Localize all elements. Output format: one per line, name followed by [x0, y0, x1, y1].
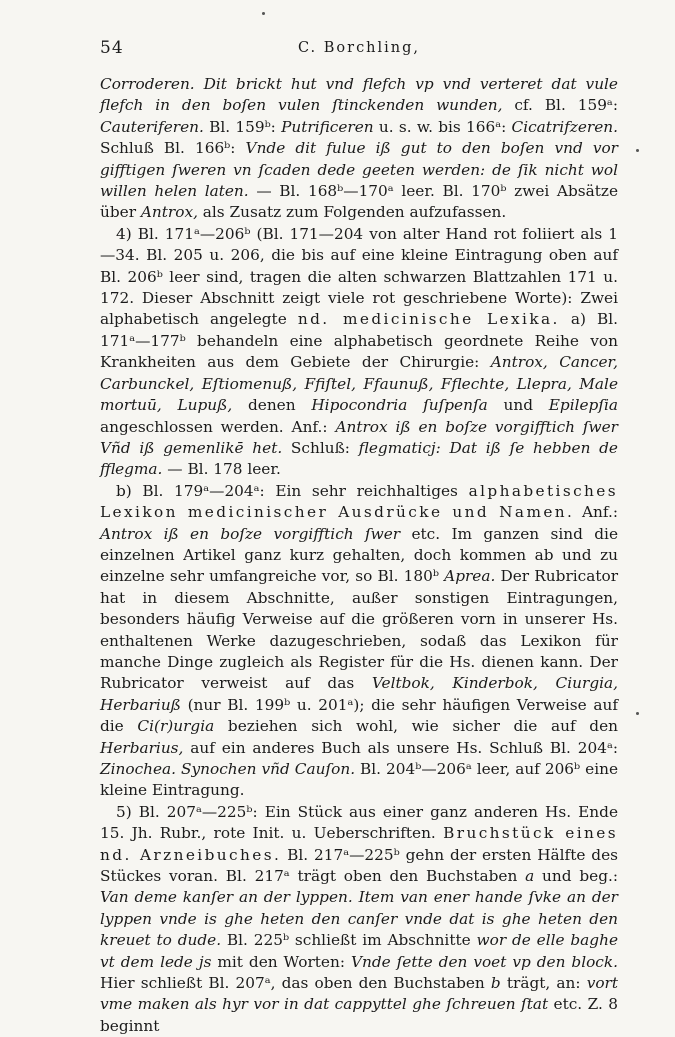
text-run: Der Rubricator hat in diesem Abschnitte, außer sonstigen Eintragungen, besonders häufig Verweise auf die größeren vorn in unserer Hs. enthaltenen Werke dazugeschrieben, sodaß das Lexikon für manche Dinge zugleich als Register für die Hs. dienen kann. Der Rubricator verweist auf das [100, 567, 619, 693]
text-run: a) Bl. 171ᵃ—177ᵇ behandeln eine alphabetisch geordnete Reihe von Krankheiten aus dem Gebiete der Chirurgie: [100, 310, 618, 372]
italic-run: Cicatrifzeren. [511, 117, 618, 136]
italic-run: Epilepſia [548, 396, 618, 415]
text-run: Bl. 217ᵃ—225ᵇ gehn der ersten Hälfte des Stückes voran. Bl. 217ᵃ trägt oben den Buchstaben [100, 845, 618, 886]
paragraph [100, 224, 618, 481]
text-run: Bl. 159ᵇ: [203, 117, 282, 136]
text-run: Anf.: [574, 503, 618, 522]
text-run: mit den Worten: [211, 952, 351, 971]
text-run: trägt, an: [500, 974, 587, 993]
italic-run: Antrox, Cancer, Carbunckel, Eſtiomenuß, Ffiſtel, Ffaunuß, Fflechte, Llepra, Male mortuū, Lupuß, [100, 353, 619, 415]
text-run: denen [232, 396, 312, 415]
text-run: — Bl. 168ᵇ—170ᵃ leer. Bl. 170ᵇ zwei Absätze über [100, 182, 618, 222]
italic-run: vort vme maken als hyr vor in dat cappyttel ghe ſchreuen ſtat [100, 974, 618, 1014]
text-run: Schluß Bl. 166ᵇ: [100, 139, 246, 158]
text-run: 4) Bl. 171ᵃ—206ᵇ (Bl. 171—204 von alter Hand rot foliiert als 1—34. Bl. 205 u. 206, die bis auf eine kleine Eintragung oben auf Bl. 206ᵇ leer sind, tragen die alten schwarzen Blattzahlen 171 u. 172. Dieser Abschnitt zeigt viele rot geschriebene Worte): Zwei alphabetisch angelegte [100, 224, 618, 329]
running-head: C. Borchling, [297, 40, 421, 56]
spaced-run: Bruchstück eines nd. Arzneibuches. [100, 824, 618, 864]
italic-run: Zinochea. Synochen vñd Cauſon. [100, 760, 356, 778]
italic-run: wor de elle baghe vt dem lede js [100, 931, 618, 971]
ink-speck [636, 149, 639, 152]
italic-run: Aprea. [444, 567, 496, 586]
italic-run: flegmaticj: Dat iß ſe hebben de fflegma. [100, 438, 618, 479]
text-run: 5) Bl. 207ᵃ—225ᵇ: Ein Stück aus einer ganz anderen Hs. Ende 15. Jh. Rubr., rote Init. u. Ueberschriften. [100, 802, 618, 843]
text-run: und [487, 396, 549, 415]
ink-speck [262, 12, 265, 15]
paragraph [100, 481, 618, 802]
text-run: cf. Bl. 159ᵃ: [502, 96, 618, 115]
italic-run: Putrificeren [281, 117, 374, 136]
italic-run: Vnde dit fulue iß gut to den boſen vnd vor gifftigen ſweren vn ſcaden dede geeten werden: de ſik nicht wol willen helen laten. [100, 139, 618, 201]
italic-run: Antrox, [140, 203, 198, 222]
text-run: b) Bl. 179ᵃ—204ᵃ: Ein sehr reichhaltiges [116, 481, 469, 500]
italic-run: Corroderen. Dit brickt hut vnd flefch vp vnd verteret dat vule flefch in den boſen vulen ſtinckenden wunden, [100, 75, 618, 115]
body-text [100, 74, 618, 1037]
text-run: Bl. 204ᵇ—206ᵃ leer, auf 206ᵇ eine kleine Eintragung. [100, 760, 618, 800]
text-run: etc. Im ganzen sind die einzelnen Artikel ganz kurz gehalten, doch kommen ab und zu einzelne sehr umfangreiche vor, so Bl. 180ᵇ [100, 524, 618, 586]
italic-run: Vnde ſette den voet vp den block. [350, 952, 619, 971]
text-run: Schluß: [282, 438, 359, 457]
spaced-run: nd. medicinische Lexika. [297, 310, 560, 329]
text-run: Hier schließt Bl. 207ᵃ, das oben den Buchstaben [100, 974, 491, 993]
italic-run: Ci(r)urgia [137, 717, 215, 736]
text-run: und beg.: [534, 867, 619, 886]
italic-run: a [525, 867, 535, 886]
text-run: als Zusatz zum Folgenden aufzufassen. [197, 203, 507, 222]
italic-run: Veltbok, Kinderbok, Ciurgia, Herbariuß [100, 674, 618, 714]
italic-run: Hipocondria ſuſpenſa [311, 396, 488, 415]
text-run: (nur Bl. 199ᵇ u. 201ᵃ); die sehr häufigen Verweise auf die [100, 695, 618, 736]
italic-run: b [490, 974, 501, 993]
page-number: 54 [100, 38, 124, 58]
text-run: angeschlossen werden. Anf.: [100, 417, 336, 436]
italic-run: Cauteriferen. [100, 117, 204, 136]
italic-run: Antrox iß en boſze vorgifftich ſwer [100, 524, 401, 543]
text-run: auf ein anderes Buch als unsere Hs. Schluß Bl. 204ᵃ: [183, 738, 618, 757]
spaced-run: alphabetisches Lexikon medicinischer Ausdrücke und Namen. [100, 481, 618, 522]
italic-run: Van deme kanſer an der lyppen. Item van ener hande ſvke an der lyppen vnde is ghe heten den canſer vnde dat is ghe heten den kreuet to dude. [100, 888, 618, 950]
text-run: etc. Z. 8 beginnt [100, 995, 618, 1035]
paragraph [100, 802, 618, 1037]
paragraph [100, 74, 618, 224]
italic-run: Herbarius, [100, 738, 184, 757]
text-run: u. s. w. bis 166ᵃ: [373, 117, 512, 136]
text-run: — Bl. 178 leer. [162, 460, 281, 479]
text-run: beziehen sich wohl, wie sicher die auf den [214, 717, 618, 736]
page-header [100, 28, 618, 58]
italic-run: Antrox iß en boſze vorgifftich ſwer Vñd iß gemenlikē het. [100, 417, 618, 457]
ink-speck [636, 712, 639, 715]
text-run: Bl. 225ᵇ schließt im Abschnitte [221, 931, 477, 950]
